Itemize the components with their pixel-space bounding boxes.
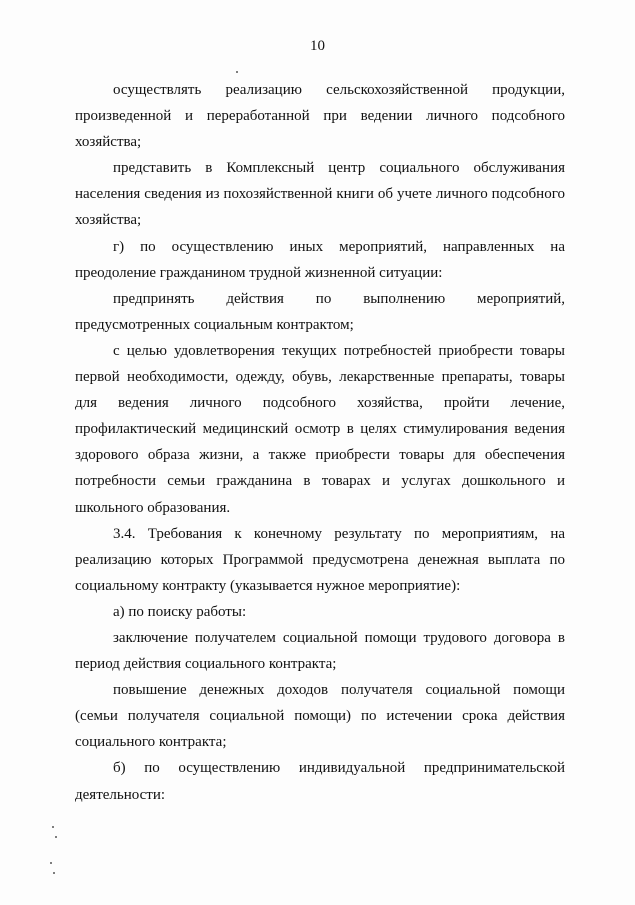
paragraph-take-actions: предпринять действия по выполнению мероприятий, предусмотренных социальным контрактом; (75, 290, 565, 333)
paragraph-item-a: а) по поиску работы: (113, 603, 247, 620)
paragraph-section-3-4: 3.4. Требования к конечному результату по мероприятиям, на реализацию которых Программой предусмотрена денежная выплата по социальному контракту (указывается нужное мероприятие): (75, 525, 565, 594)
paragraph-household-book: представить в Комплексный центр социального обслуживания населения сведения из похозяйственной книги об учете личного подсобного хозяйства; (75, 160, 565, 229)
scan-speck (55, 836, 57, 838)
paragraph-item-b: б) по осуществлению индивидуальной предпринимательской деятельности: (75, 760, 565, 803)
paragraph-item-g: г) по осуществлению иных мероприятий, направленных на преодоление гражданином трудной жизненной ситуации: (75, 238, 565, 281)
document-body (75, 77, 565, 808)
scan-speck (52, 826, 54, 828)
page-number: 10 (310, 38, 325, 54)
paragraph-income-increase: повышение денежных доходов получателя социальной помощи (семьи получателя социальной помощи) по истечении срока действия социального контракта; (75, 682, 565, 751)
scan-speck (50, 862, 52, 864)
paragraph-current-needs: с целью удовлетворения текущих потребностей приобрести товары первой необходимости, одежду, обувь, лекарственные препараты, товары для ведения личного подсобного хозяйства, пройти лечение, профилактический медицинский осмотр в целях стимулирования ведения здорового образа жизни, а также приобрести товары для обеспечения потребности семьи гражданина в товарах и услугах дошкольного и школьного образования. (75, 342, 565, 516)
paragraph-sale-of-produce: осуществлять реализацию сельскохозяйственной продукции, произведенной и переработанной при ведении личного подсобного хозяйства; (75, 82, 565, 151)
paragraph-employment-contract: заключение получателем социальной помощи трудового договора в период действия социального контракта; (75, 629, 565, 673)
scan-speck (53, 872, 55, 874)
scan-speck (236, 71, 238, 73)
